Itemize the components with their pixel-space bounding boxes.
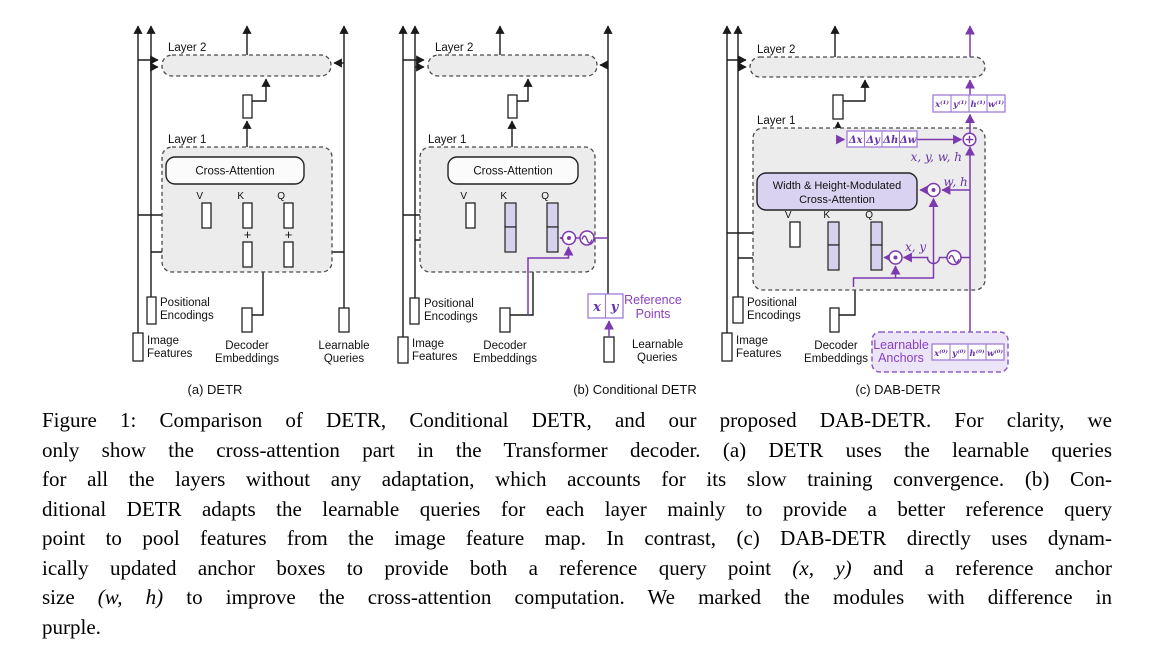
ref-x-value: x — [593, 300, 601, 315]
image-features-label: Image — [412, 338, 444, 350]
layer1-label: Layer 1 — [168, 134, 207, 146]
positional-encodings-label: Encodings — [424, 311, 478, 323]
positional-encodings-label: Encodings — [160, 310, 214, 322]
v-box — [790, 222, 800, 247]
multiply-dot — [932, 188, 936, 192]
caption-line: ically updated anchor boxes to provide both a reference query point (x, y) and a reference anchor — [42, 555, 1112, 580]
decoder-embeddings-label: Embeddings — [804, 353, 868, 365]
anchor0-x: x⁽⁰⁾ — [934, 349, 948, 359]
layer2-label: Layer 2 — [757, 44, 796, 56]
caption-line: purple. — [42, 614, 101, 639]
positional-encodings-label: Positional — [160, 297, 210, 309]
layer1-label: Layer 1 — [757, 115, 796, 127]
decoder-embeddings-label: Decoder — [814, 340, 858, 352]
q-label: Q — [277, 191, 285, 202]
decoder-embeddings-label: Decoder — [483, 340, 527, 352]
positional-encodings-label: Positional — [424, 298, 474, 310]
decoder-embeddings-box — [830, 308, 839, 332]
anchor0-w: w⁽⁰⁾ — [986, 349, 1004, 359]
q-label: Q — [541, 191, 549, 202]
q-position-box — [871, 245, 882, 270]
anchor0-y: y⁽⁰⁾ — [952, 349, 966, 359]
k-position-box — [505, 227, 516, 252]
decoder-embeddings-box — [500, 308, 510, 332]
projection-box — [508, 95, 517, 118]
positional-encodings-box — [147, 297, 156, 324]
q-position-box — [284, 242, 293, 267]
panel-a-detr — [133, 26, 370, 397]
k-position-box — [828, 245, 839, 270]
learnable-queries-box — [339, 308, 349, 332]
subcaption-b: (b) Conditional DETR — [573, 382, 697, 397]
layer2-label: Layer 2 — [435, 42, 474, 54]
learnable-queries-label: Queries — [323, 353, 365, 365]
multiply-dot — [567, 236, 571, 240]
image-features-box — [722, 333, 732, 361]
caption-line: point to pool features from the image feature map. In contrast, (c) DAB-DETR directly uses dynam- — [42, 526, 1112, 550]
modulated-attention-label: Cross-Attention — [799, 194, 875, 206]
k-label: K — [500, 191, 507, 202]
image-features-box — [398, 337, 408, 363]
k-position-box — [243, 242, 252, 267]
ref-y-value: y — [610, 300, 619, 315]
k-content-box — [828, 222, 839, 245]
panel-b-conditional-detr — [398, 26, 697, 397]
delta-y: Δy — [866, 135, 880, 146]
projection-box — [243, 95, 252, 118]
layer2-box — [428, 55, 597, 76]
figure-caption — [42, 406, 1112, 642]
anchor1-y: y⁽¹⁾ — [953, 100, 967, 110]
image-features-label: Features — [736, 348, 782, 360]
v-label: V — [460, 191, 467, 202]
delta-h: Δh — [883, 135, 899, 146]
caption-line: size (w, h) to improve the cross-attention computation. We marked the modules with difference in — [42, 585, 1112, 609]
learnable-queries-label: Learnable — [632, 339, 684, 351]
learnable-anchors-label: Learnable — [873, 338, 929, 352]
decoder-embeddings-label: Decoder — [225, 340, 269, 352]
learnable-queries-box — [604, 337, 614, 362]
q-content-box — [871, 222, 882, 245]
q-label: Q — [865, 210, 873, 221]
layer2-label: Layer 2 — [168, 42, 207, 54]
positional-encodings-label: Positional — [747, 297, 797, 309]
decoder-embeddings-label: Embeddings — [215, 353, 279, 365]
xy-label: x, y — [905, 240, 927, 254]
anchor0-h: h⁽⁰⁾ — [969, 349, 985, 359]
v-label: V — [784, 210, 792, 221]
positional-encodings-box — [733, 297, 743, 323]
anchor1-w: w⁽¹⁾ — [987, 100, 1005, 110]
cross-attention-label: Cross-Attention — [473, 165, 553, 178]
projection-box — [833, 95, 843, 119]
v-box — [202, 203, 211, 228]
panel-c-dab-detr — [722, 26, 1008, 397]
v-label: V — [196, 191, 203, 202]
anchor1-h: h⁽¹⁾ — [970, 100, 986, 110]
layer1-label: Layer 1 — [428, 134, 467, 146]
image-features-box — [133, 333, 143, 361]
image-features-label: Features — [147, 348, 193, 360]
layer2-box — [750, 57, 985, 77]
image-features-label: Image — [736, 335, 768, 347]
q-content-box — [284, 203, 293, 228]
decoder-embeddings-label: Embeddings — [473, 353, 537, 365]
k-label: K — [823, 210, 830, 221]
image-features-label: Features — [412, 351, 458, 363]
delta-w: Δw — [900, 135, 917, 146]
image-features-label: Image — [147, 335, 179, 347]
learnable-queries-label: Queries — [637, 352, 678, 364]
modulated-attention-label: Width & Height-Modulated — [772, 180, 902, 192]
cross-attention-label: Cross-Attention — [195, 165, 275, 178]
positional-encodings-label: Encodings — [747, 310, 801, 322]
learnable-anchors-label: Anchors — [878, 351, 924, 365]
reference-points-label: Reference — [624, 293, 682, 307]
plus-icon: + — [243, 227, 252, 242]
plus-icon: + — [284, 227, 293, 242]
decoder-embeddings-box — [242, 308, 252, 332]
delta-x: Δx — [848, 135, 863, 146]
anchor1-x: x⁽¹⁾ — [935, 100, 949, 110]
caption-line: Figure 1: Comparison of DETR, Conditional DETR, and our proposed DAB-DETR. For clarity, we — [42, 408, 1112, 432]
reference-points-label: Points — [635, 307, 671, 321]
wh-label: w, h — [943, 175, 968, 189]
q-position-box — [547, 227, 558, 252]
learnable-queries-label: Learnable — [318, 340, 370, 352]
subcaption-c: (c) DAB-DETR — [855, 382, 941, 397]
caption-line: ditional DETR adapts the learnable queries for each layer mainly to provide a better reference query — [42, 496, 1112, 521]
positional-encodings-box — [410, 298, 419, 324]
k-content-box — [243, 203, 252, 228]
k-content-box — [505, 203, 516, 227]
multiply-dot — [894, 256, 898, 260]
caption-line: only show the cross-attention part in the Transformer decoder. (a) DETR uses the learnable queries — [42, 437, 1112, 462]
xywh-label: x, y, w, h — [910, 150, 962, 164]
q-content-box — [547, 203, 558, 227]
layer2-box — [162, 55, 331, 76]
k-label: K — [237, 191, 244, 202]
v-box — [466, 203, 475, 228]
subcaption-a: (a) DETR — [187, 382, 243, 397]
caption-line: for all the layers without any adaptation, which accounts for its slow training convergence. (b) Con- — [42, 467, 1112, 491]
